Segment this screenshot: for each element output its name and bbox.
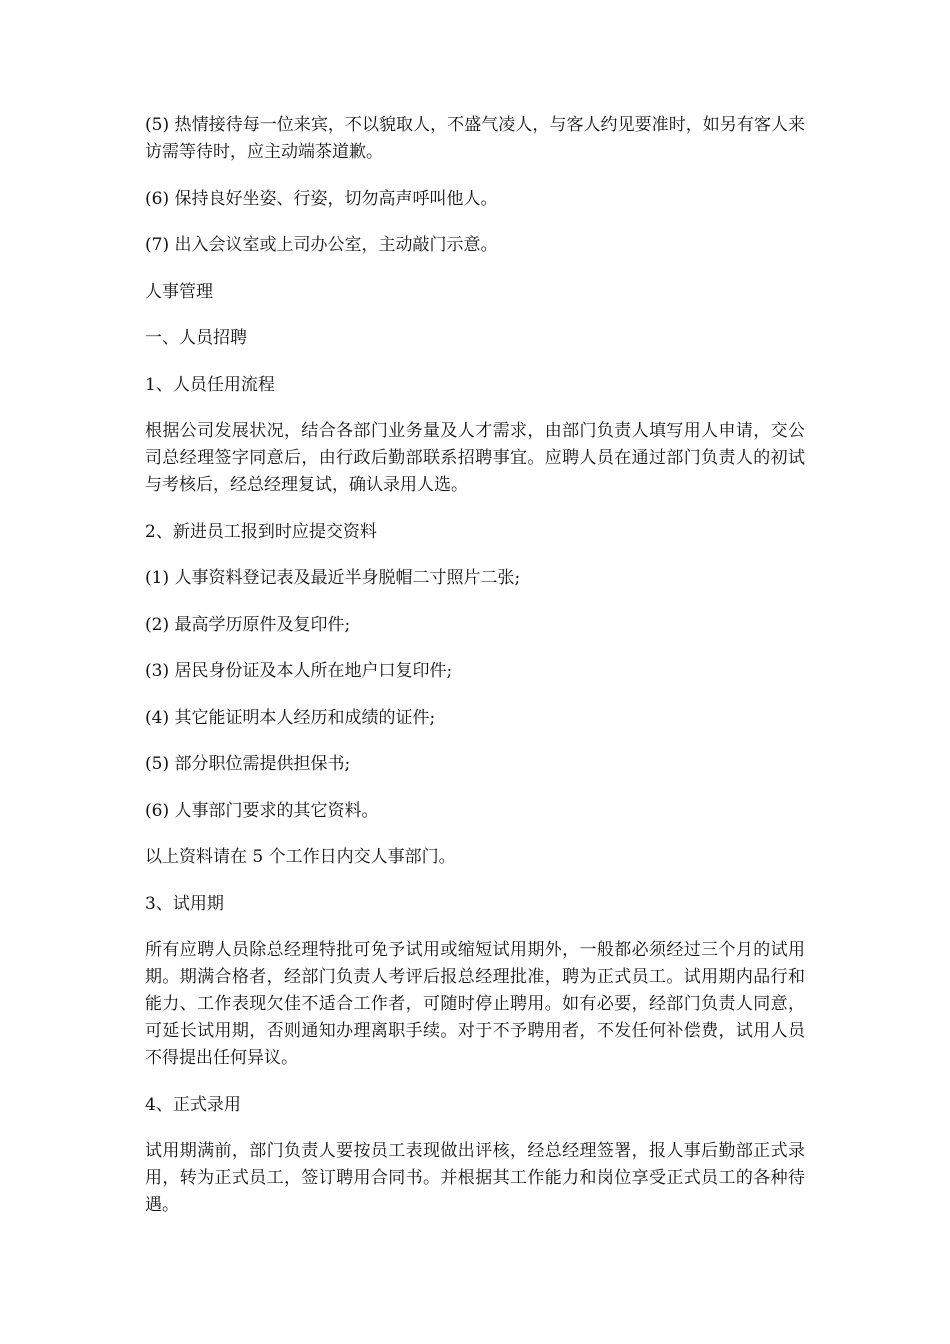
courtesy-rule-6: (6) 保持良好坐姿、行姿，切勿高声呼叫他人。: [145, 188, 498, 209]
document-item-1: (1) 人事资料登记表及最近半身脱帽二寸照片二张;: [145, 568, 521, 588]
document-item-4: (4) 其它能证明本人经历和成绩的证件;: [145, 707, 436, 728]
section-heading-hr-management: 人事管理: [145, 281, 213, 302]
document-body: [145, 112, 805, 1239]
subheading-required-documents: 2、新进员工报到时应提交资料: [145, 521, 377, 542]
hiring-process-text: 根据公司发展状况，结合各部门业务量及人才需求，由部门负责人填写用人申请，交公司总经理签字同意后，由行政后勤部联系招聘事宜。应聘人员在通过部门负责人的初试与考核后，经总经理复试，确认录用人选。: [145, 421, 805, 495]
courtesy-rule-7: (7) 出入会议室或上司办公室，主动敲门示意。: [145, 235, 498, 255]
subheading-formal-employment: 4、正式录用: [145, 1094, 241, 1115]
formal-employment-text: 试用期满前，部门负责人要按员工表现做出评核，经总经理签署，报人事后勤部正式录用，转为正式员工，签订聘用合同书。并根据其工作能力和岗位享受正式员工的各种待遇。: [145, 1141, 805, 1215]
document-item-2: (2) 最高学历原件及复印件;: [145, 614, 351, 635]
document-item-5: (5) 部分职位需提供担保书;: [145, 754, 351, 774]
probation-text: 所有应聘人员除总经理特批可免予试用或缩短试用期外，一般都必须经过三个月的试用期。期满合格者，经部门负责人考评后报总经理批准，聘为正式员工。试用期内品行和能力、工作表现欠佳不适合工作者，可随时停止聘用。如有必要，经部门负责人同意，可延长试用期，否则通知办理离职手续。对于不予聘用者，不发任何补偿费，试用人员不得提出任何异议。: [145, 940, 805, 1068]
document-deadline-note: 以上资料请在 5 个工作日内交人事部门。: [145, 847, 456, 867]
chapter-heading-recruitment: 一、人员招聘: [145, 328, 247, 348]
courtesy-rule-5: (5) 热情接待每一位来宾，不以貌取人，不盛气凌人，与客人约见要准时，如另有客人来访需等待时，应主动端茶道歉。: [145, 115, 805, 162]
subheading-hiring-process: 1、人员任用流程: [145, 374, 275, 395]
document-item-6: (6) 人事部门要求的其它资料。: [145, 800, 379, 821]
document-item-3: (3) 居民身份证及本人所在地户口复印件;: [145, 661, 453, 681]
subheading-probation: 3、试用期: [145, 893, 224, 914]
